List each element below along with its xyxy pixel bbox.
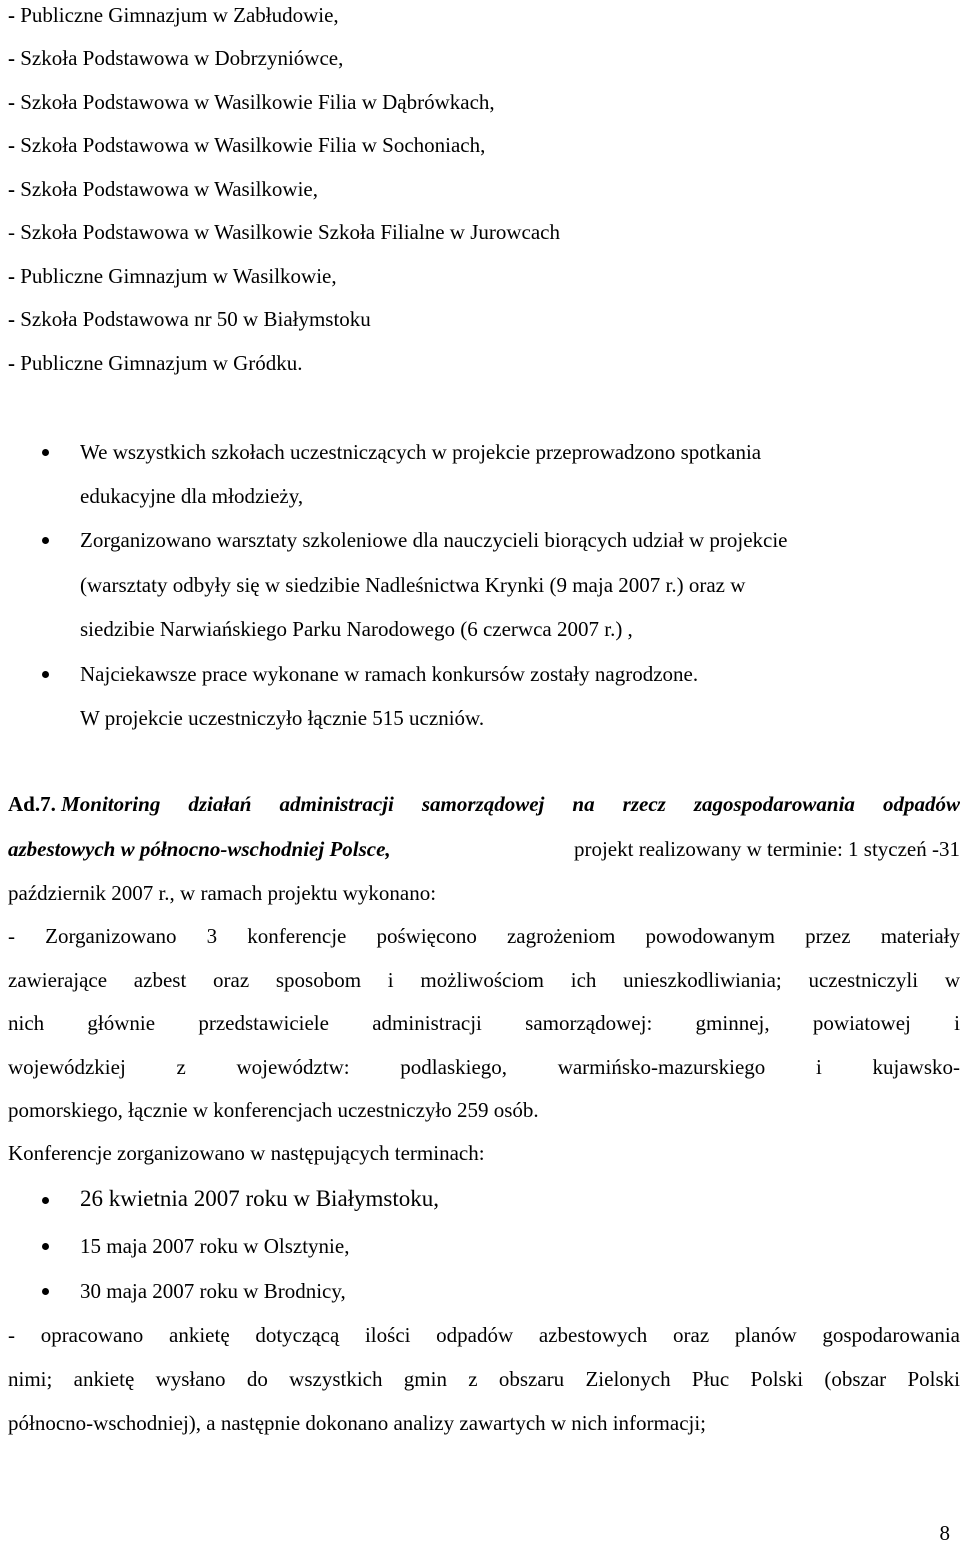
bullet-icon <box>42 1197 49 1204</box>
bullet-text: Najciekawsze prace wykonane w ramach konkursów zostały nagrodzone. <box>80 662 699 686</box>
list-item: - Szkoła Podstawowa w Wasilkowie Filia w Dąbrówkach, <box>8 90 495 114</box>
bullet-icon <box>42 537 49 544</box>
bullet-text: siedzibie Narwiańskiego Parku Narodowego (6 czerwca 2007 r.) , <box>80 617 633 641</box>
bullet-text: Zorganizowano warsztaty szkoleniowe dla nauczycieli biorących udział w projekcie <box>80 528 788 552</box>
section-heading-cont: azbestowych w północno-wschodniej Polsce, projekt realizowany w terminie: 1 styczeń -31 <box>8 837 960 861</box>
page-number: 8 <box>939 1521 950 1545</box>
paragraph-line: północno-wschodniej), a następnie dokonano analizy zawartych w nich informacji; <box>8 1411 707 1435</box>
list-item: - Publiczne Gimnazjum w Zabłudowie, <box>8 3 339 27</box>
list-item: - Szkoła Podstawowa w Wasilkowie, <box>8 177 318 201</box>
paragraph-line: zawierające azbest oraz sposobom i możliwościom ich unieszkodliwiania; uczestniczyli w <box>8 968 960 992</box>
bullet-text: (warsztaty odbyły się w siedzibie Nadleśnictwa Krynki (9 maja 2007 r.) oraz w <box>80 573 746 597</box>
paragraph-line: Konferencje zorganizowano w następujących terminach: <box>8 1141 485 1165</box>
list-item: - Szkoła Podstawowa w Dobrzyniówce, <box>8 46 344 70</box>
paragraph-line: nich głównie przedstawiciele administracji samorządowej: gminnej, powiatowej i <box>8 1011 960 1035</box>
section-heading: Ad.7. Monitoring działań administracji samorządowej na rzecz zagospodarowania odpadów <box>8 792 960 816</box>
list-item: - Szkoła Podstawowa nr 50 w Białymstoku <box>8 307 371 331</box>
paragraph-line: wojewódzkiej z województw: podlaskiego, warmińsko-mazurskiego i kujawsko- <box>8 1055 960 1079</box>
list-item: - Szkoła Podstawowa w Wasilkowie Szkoła Filialne w Jurowcach <box>8 220 560 244</box>
paragraph-line: nimi; ankietę wysłano do wszystkich gmin z obszaru Zielonych Płuc Polski (obszar Polski <box>8 1367 960 1391</box>
paragraph-line: październik 2007 r., w ramach projektu wykonano: <box>8 881 437 905</box>
conference-date: 15 maja 2007 roku w Olsztynie, <box>80 1234 350 1258</box>
conference-date: 30 maja 2007 roku w Brodnicy, <box>80 1279 346 1303</box>
paragraph-line: - opracowano ankietę dotyczącą ilości odpadów azbestowych oraz planów gospodarowania <box>8 1323 960 1347</box>
paragraph-line: pomorskiego, łącznie w konferencjach uczestniczyło 259 osób. <box>8 1098 539 1122</box>
paragraph-line: - Zorganizowano 3 konferencje poświęcono zagrożeniom powodowanym przez materiały <box>8 924 960 948</box>
list-item: - Szkoła Podstawowa w Wasilkowie Filia w Sochoniach, <box>8 133 486 157</box>
list-item: - Publiczne Gimnazjum w Gródku. <box>8 351 303 375</box>
bullet-icon <box>42 671 49 678</box>
conference-date: 26 kwietnia 2007 roku w Białymstoku, <box>80 1186 440 1211</box>
bullet-text: We wszystkich szkołach uczestniczących w projekcie przeprowadzono spotkania <box>80 440 762 464</box>
bullet-icon <box>42 449 49 456</box>
bullet-text: edukacyjne dla młodzieży, <box>80 484 304 508</box>
list-item: - Publiczne Gimnazjum w Wasilkowie, <box>8 264 337 288</box>
bullet-text: W projekcie uczestniczyło łącznie 515 uczniów. <box>80 706 485 730</box>
bullet-icon <box>42 1288 49 1295</box>
bullet-icon <box>42 1243 49 1250</box>
